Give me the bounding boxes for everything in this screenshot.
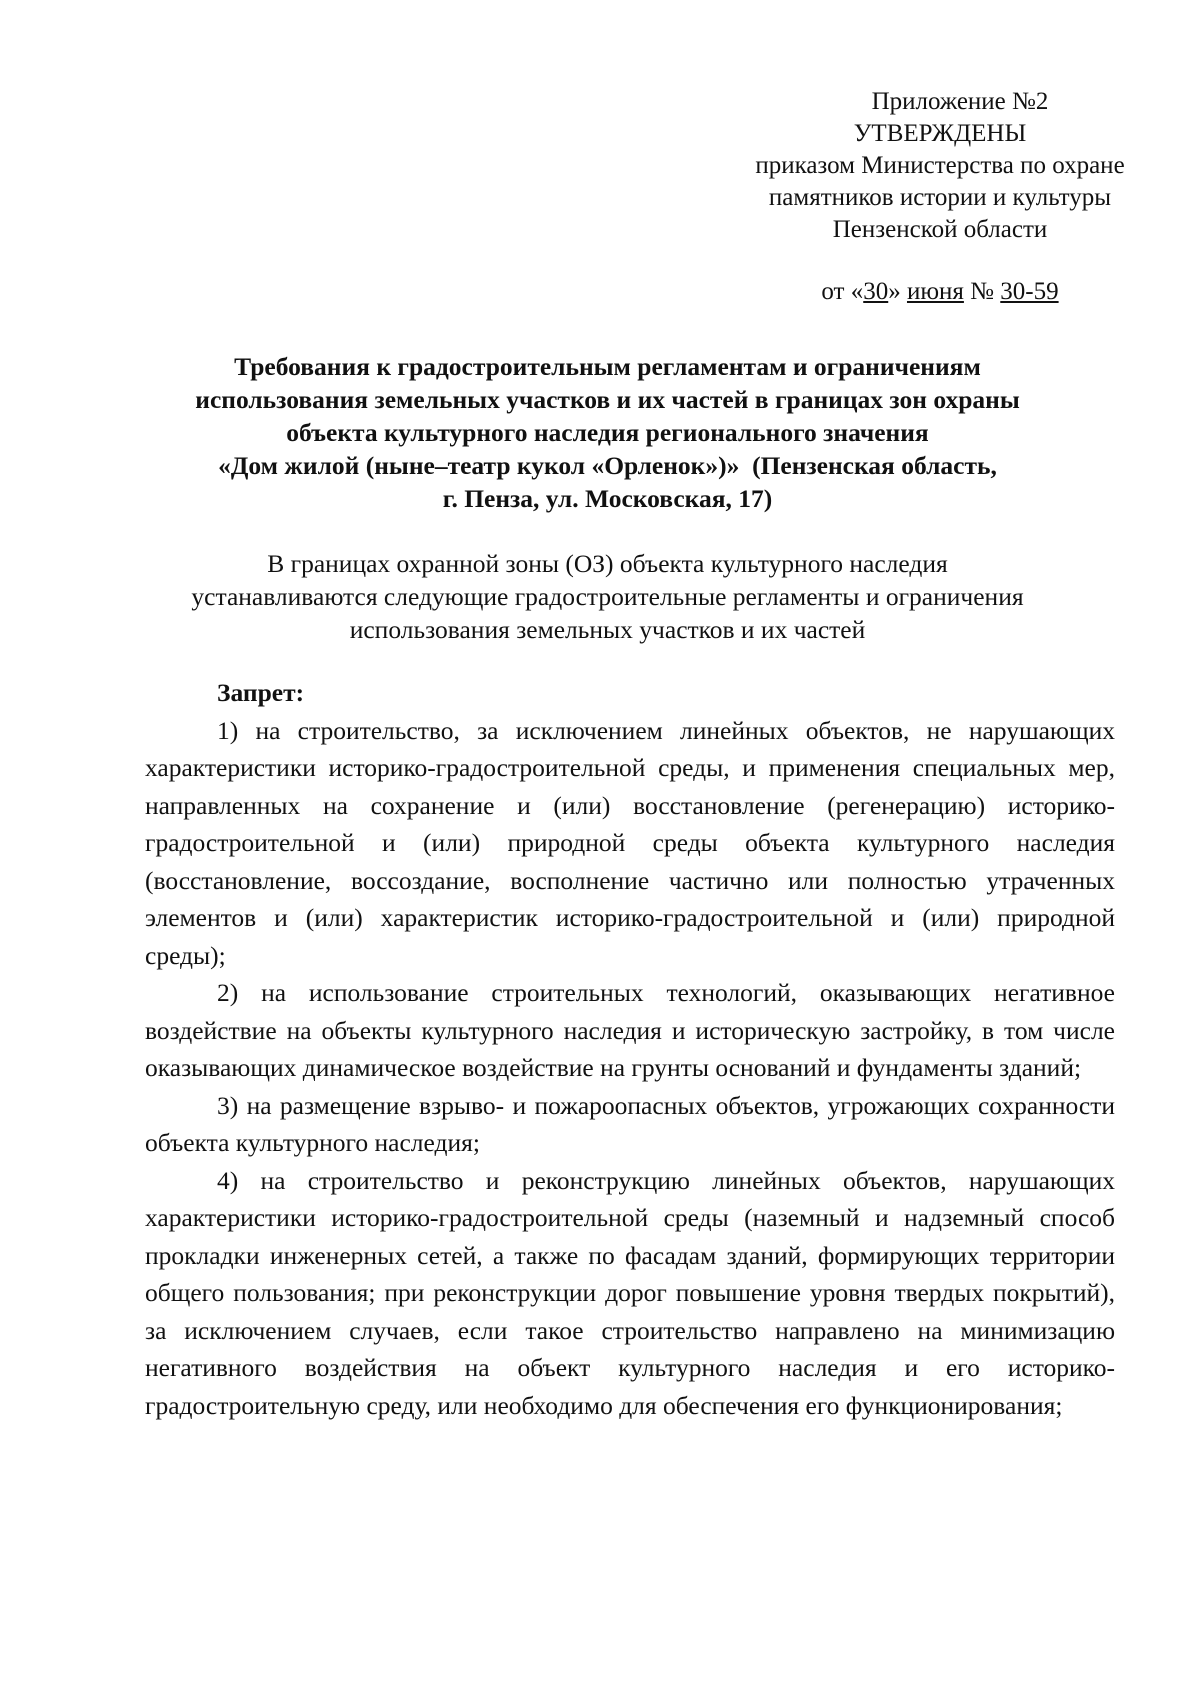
order-line-1: приказом Министерства по охране bbox=[755, 152, 1125, 179]
document-title bbox=[140, 350, 1075, 515]
date-day: 30 bbox=[863, 278, 889, 305]
prohibition-heading: Запрет: bbox=[217, 678, 305, 707]
order-line-3: Пензенской области bbox=[832, 216, 1048, 243]
intro-paragraph bbox=[140, 547, 1075, 646]
order-number: 30-59 bbox=[1000, 278, 1059, 305]
title-line-1: Требования к градостроительным регламентам и ограничениям bbox=[234, 352, 981, 381]
intro-line-2: устанавливаются следующие градостроительные регламенты и ограничения bbox=[191, 582, 1024, 611]
prohibition-item-1: 1) на строительство, за исключением линейных объектов, не нарушающих характеристики историко-градостроительной среды, и применения специальных мер, направленных на сохранение и (или) восстановление (регенерацию) историко-градостроительной и (или) природной среды объекта культурного наследия (восстановление, воссоздание, восполнение частично или полностью утраченных элементов и (или) характеристик историко-градостроительной и (или) природной среды); bbox=[145, 715, 1115, 970]
title-line-4: «Дом жилой (ныне–театр кукол «Орленок»)» (Пензенская область, bbox=[218, 451, 997, 480]
prohibition-item-2: 2) на использование строительных технологий, оказывающих негативное воздействие на объекты культурного наследия и историческую застройку, в том числе оказывающих динамическое воздействие на грунты оснований и фундаменты зданий; bbox=[145, 978, 1115, 1082]
prohibition-item-3: 3) на размещение взрыво- и пожароопасных объектов, угрожающих сохранности объекта культурного наследия; bbox=[145, 1090, 1115, 1157]
prohibition-item-4: 4) на строительство и реконструкцию линейных объектов, нарушающих характеристики историко-градостроительной среды (наземный и надземный способ прокладки инженерных сетей, а также по фасадам зданий, формирующих территории общего пользования; при реконструкции дорог повышение уровня твердых покрытий), за исключением случаев, если такое строительство направлено на минимизацию негативного воздействия на объект культурного наследия и его историко-градостроительную среду, или необходимо для обеспечения его функционирования; bbox=[145, 1165, 1115, 1420]
title-line-3: объекта культурного наследия регионального значения bbox=[286, 418, 929, 447]
order-date-line bbox=[730, 276, 1150, 308]
title-line-2: использования земельных участков и их частей в границах зон охраны bbox=[195, 385, 1020, 414]
approved-label: УТВЕРЖДЕНЫ bbox=[853, 120, 1027, 147]
title-line-5: г. Пенза, ул. Московская, 17) bbox=[442, 484, 773, 513]
date-mid: » bbox=[888, 278, 907, 305]
date-number-prefix: № bbox=[963, 278, 1001, 305]
prohibition-section bbox=[145, 674, 1115, 1424]
date-prefix: от « bbox=[821, 278, 864, 305]
intro-line-1: В границах охранной зоны (ОЗ) объекта культурного наследия bbox=[267, 549, 948, 578]
order-line-2: памятников истории и культуры bbox=[768, 184, 1112, 211]
date-month: июня bbox=[906, 278, 964, 305]
intro-line-3: использования земельных участков и их частей bbox=[349, 615, 866, 644]
appendix-label: Приложение №2 bbox=[871, 88, 1049, 115]
approval-block bbox=[730, 86, 1150, 308]
